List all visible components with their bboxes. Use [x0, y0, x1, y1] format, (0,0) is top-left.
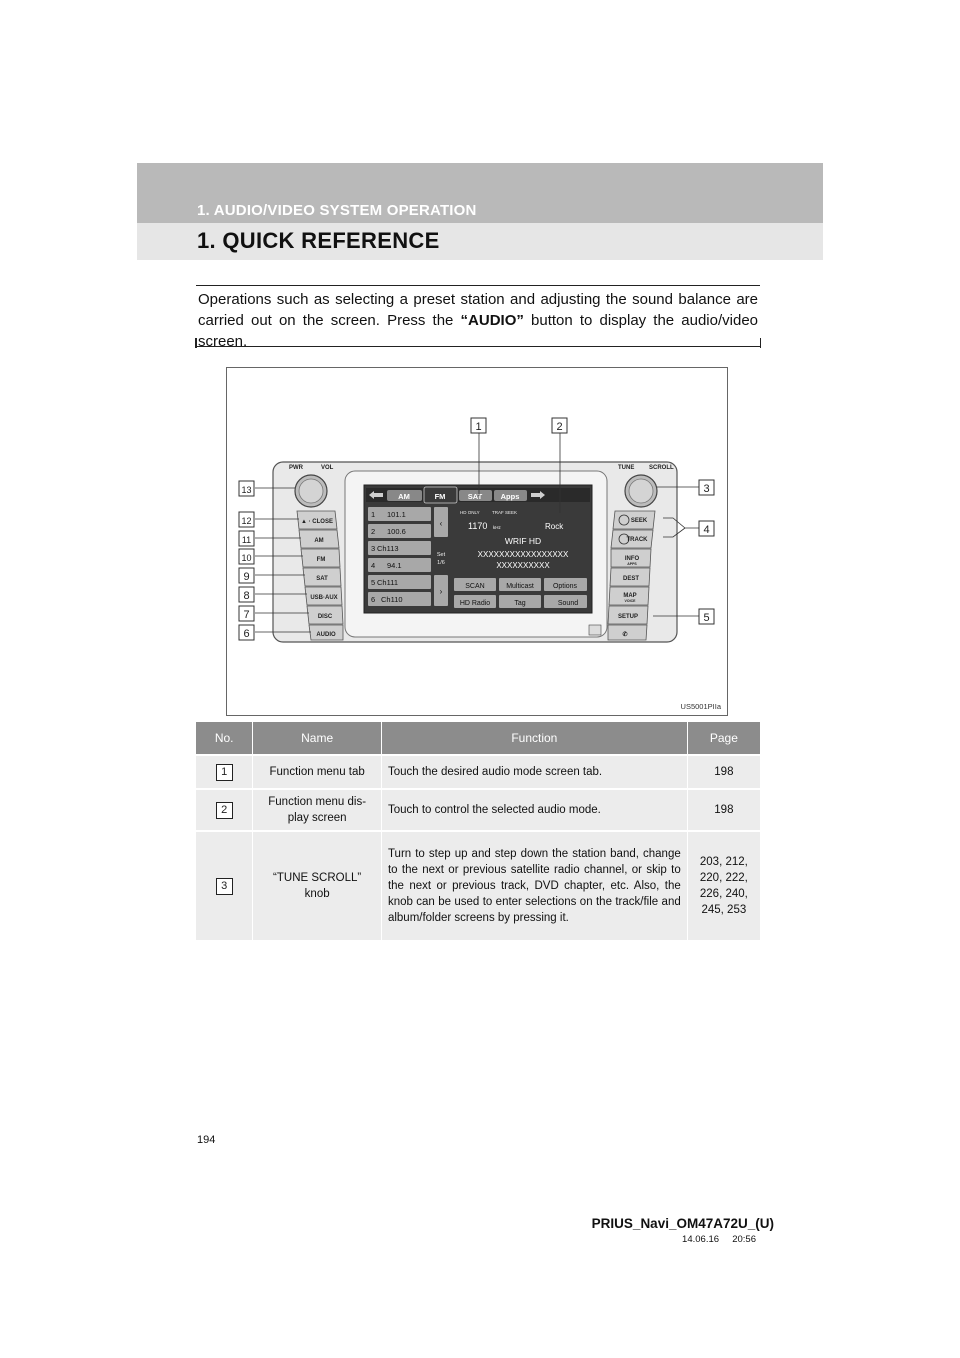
svg-text:9: 9 — [243, 571, 250, 583]
audio-unit-svg — [227, 368, 727, 715]
row-page: 198 — [687, 788, 760, 830]
svg-text:‹: ‹ — [439, 519, 443, 528]
row-name: Function menu tab — [252, 754, 381, 788]
svg-text:12: 12 — [241, 516, 252, 526]
svg-text:Ch110: Ch110 — [381, 595, 403, 604]
document-timestamp: 14.06.16 20:56 — [682, 1234, 756, 1245]
svg-text:›: › — [439, 587, 443, 596]
svg-text:1/6: 1/6 — [437, 560, 445, 566]
svg-text:3: 3 — [703, 483, 710, 495]
callout-number: 2 — [216, 802, 233, 819]
svg-text:DISC: DISC — [317, 614, 333, 620]
svg-text:1: 1 — [371, 510, 376, 519]
svg-text:5: 5 — [703, 612, 710, 624]
tab-apps: Apps — [500, 492, 520, 501]
svg-text:kHz: kHz — [493, 525, 501, 530]
quick-reference-table — [196, 722, 760, 940]
svg-text:INFO: INFO — [624, 556, 640, 562]
row-function: Turn to step up and step down the station band, change to the next or previous satellite radio channel, or skip to the next or previous track, DVD chapter, etc. Also, the knob can be used to enter selections on the track/file and album/folder screens by pressing it. — [381, 830, 687, 940]
svg-text:Ch111: Ch111 — [377, 578, 398, 587]
svg-text:AM: AM — [314, 538, 324, 544]
table-row — [196, 754, 760, 788]
svg-text:HD ONLY: HD ONLY — [460, 510, 480, 515]
svg-text:4: 4 — [371, 561, 376, 570]
tab-fm: FM — [434, 492, 446, 501]
scroll-label: SCROLL — [649, 465, 674, 471]
svg-text:XXXXXXXXXXXXXXXXX: XXXXXXXXXXXXXXXXX — [477, 550, 569, 559]
svg-text:101.1: 101.1 — [387, 510, 406, 519]
svg-text:100.6: 100.6 — [387, 527, 406, 536]
svg-text:8: 8 — [243, 590, 250, 602]
svg-text:6: 6 — [243, 628, 250, 640]
svg-text:TRACK: TRACK — [626, 537, 648, 543]
svg-text:6: 6 — [371, 595, 376, 604]
table-header-row — [196, 722, 760, 754]
tab-sat: SAT — [467, 492, 483, 501]
pwr-label: PWR — [289, 465, 303, 471]
svg-text:11: 11 — [241, 535, 252, 545]
page-title: 1. QUICK REFERENCE — [197, 228, 440, 253]
svg-text:DEST: DEST — [622, 576, 640, 582]
intro-text: Operations such as selecting a preset station and adjusting the sound balance are carried out on the screen. Press the “AUDIO” button to display the audio/video screen. — [198, 291, 759, 350]
svg-text:5: 5 — [371, 578, 376, 587]
col-name: Name — [252, 722, 381, 754]
row-function: Touch the desired audio mode screen tab. — [381, 754, 687, 788]
svg-text:WRIF HD: WRIF HD — [504, 536, 542, 546]
svg-text:FM: FM — [316, 557, 326, 563]
svg-text:SCAN: SCAN — [465, 583, 485, 590]
row-name: Function menu dis- play screen — [252, 788, 381, 830]
vol-label: VOL — [321, 465, 334, 471]
svg-text:3: 3 — [371, 544, 376, 553]
svg-text:Ch113: Ch113 — [377, 544, 399, 553]
svg-text:1: 1 — [475, 421, 482, 433]
row-page: 198 — [687, 754, 760, 788]
col-no: No. — [196, 722, 252, 754]
section-label: 1. AUDIO/VIDEO SYSTEM OPERATION — [197, 202, 477, 219]
svg-text:10: 10 — [241, 553, 252, 563]
page-number: 194 — [197, 1134, 216, 1146]
svg-text:SETUP: SETUP — [617, 614, 639, 620]
svg-text:2: 2 — [556, 421, 563, 433]
svg-text:Set: Set — [436, 552, 446, 558]
audio-unit-illustration — [226, 367, 728, 716]
tab-am: AM — [398, 492, 410, 501]
svg-text:USB·AUX: USB·AUX — [310, 595, 338, 601]
table-row — [196, 830, 760, 940]
svg-text:13: 13 — [241, 485, 252, 495]
callout-number: 3 — [216, 878, 233, 895]
svg-text:VOICE: VOICE — [624, 599, 636, 603]
svg-text:Sound: Sound — [557, 600, 579, 607]
svg-text:4: 4 — [703, 524, 710, 536]
svg-text:94.1: 94.1 — [387, 561, 402, 570]
svg-text:XXXXXXXXXX: XXXXXXXXXX — [496, 561, 550, 570]
intro-box — [196, 285, 760, 350]
svg-text:TRAF SEEK: TRAF SEEK — [492, 510, 518, 515]
svg-text:▲ · CLOSE: ▲ · CLOSE — [301, 519, 333, 525]
svg-text:2: 2 — [371, 527, 376, 536]
svg-text:AUDIO: AUDIO — [316, 632, 336, 638]
svg-text:SEEK: SEEK — [630, 518, 648, 524]
figure-code: US5001PIIa — [680, 702, 721, 711]
svg-text:Tag: Tag — [514, 600, 526, 607]
svg-text:1170: 1170 — [468, 521, 488, 531]
tune-label: TUNE — [618, 465, 635, 471]
row-function: Touch to control the selected audio mode. — [381, 788, 687, 830]
callout-number: 1 — [216, 764, 233, 781]
svg-text:7: 7 — [243, 609, 250, 621]
svg-text:✆: ✆ — [622, 632, 628, 638]
svg-text:MAP: MAP — [623, 593, 637, 599]
svg-text:Rock: Rock — [545, 522, 564, 531]
svg-text:Options: Options — [552, 583, 578, 590]
col-function: Function — [381, 722, 687, 754]
svg-text:HD Radio: HD Radio — [459, 600, 491, 607]
svg-text:SAT: SAT — [316, 576, 328, 582]
svg-text:APPS: APPS — [627, 562, 637, 566]
svg-text:Multicast: Multicast — [506, 583, 534, 590]
row-name: “TUNE SCROLL” knob — [252, 830, 381, 940]
col-page: Page — [687, 722, 760, 754]
document-id: PRIUS_Navi_OM47A72U_(U) — [591, 1216, 774, 1231]
table-row — [196, 788, 760, 830]
row-page: 203, 212, 220, 222, 226, 240, 245, 253 — [687, 830, 760, 940]
